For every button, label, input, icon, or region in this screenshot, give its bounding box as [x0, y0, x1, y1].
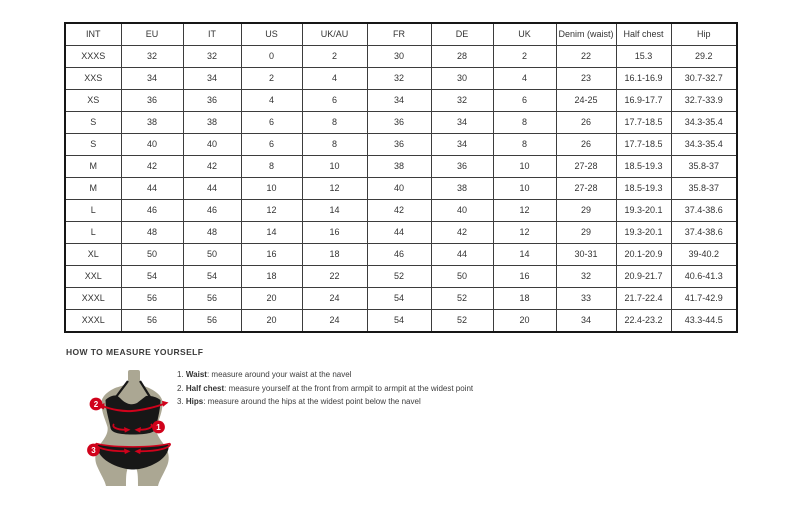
table-cell: 52	[431, 310, 493, 333]
table-cell: 20.9-21.7	[616, 266, 671, 288]
table-row	[65, 112, 737, 134]
table-cell: 16.9-17.7	[616, 90, 671, 112]
table-cell: 28	[431, 46, 493, 68]
table-cell: 27-28	[556, 156, 616, 178]
table-cell: L	[65, 222, 121, 244]
table-cell: 43.3-44.5	[671, 310, 737, 333]
measure-step: 1. Waist: measure around your waist at the navel	[177, 370, 352, 379]
column-header: Denim (waist)	[556, 23, 616, 46]
column-header: IT	[183, 23, 241, 46]
measure-step-label: Half chest	[185, 383, 225, 393]
table-cell: 44	[121, 178, 183, 200]
table-cell: 33	[556, 288, 616, 310]
table-cell: 23	[556, 68, 616, 90]
table-cell: 24-25	[556, 90, 616, 112]
table-cell: 50	[183, 244, 241, 266]
table-cell: 42	[183, 156, 241, 178]
column-header: INT	[65, 23, 121, 46]
table-cell: 26	[556, 112, 616, 134]
table-cell: 56	[121, 310, 183, 333]
table-cell: 44	[183, 178, 241, 200]
table-cell: 22	[302, 266, 367, 288]
measure-step: 3. Hips: measure around the hips at the widest point below the navel	[177, 397, 421, 406]
table-cell: 46	[367, 244, 431, 266]
table-cell: 10	[493, 156, 556, 178]
table-cell: 17.7-18.5	[616, 112, 671, 134]
table-cell: 16.1-16.9	[616, 68, 671, 90]
table-cell: 30-31	[556, 244, 616, 266]
table-cell: 54	[121, 266, 183, 288]
table-cell: 36	[121, 90, 183, 112]
header-row	[65, 23, 737, 46]
size-table	[64, 22, 738, 333]
table-cell: 41.7-42.9	[671, 288, 737, 310]
table-cell: 24	[302, 288, 367, 310]
table-row	[65, 288, 737, 310]
table-cell: 18.5-19.3	[616, 178, 671, 200]
measurement-figure	[84, 369, 184, 499]
table-cell: XS	[65, 90, 121, 112]
table-cell: 35.8-37	[671, 178, 737, 200]
table-cell: 12	[241, 200, 302, 222]
table-cell: 2	[493, 46, 556, 68]
measure-heading: HOW TO MEASURE YOURSELF	[66, 347, 204, 357]
table-cell: 32	[121, 46, 183, 68]
table-cell: 8	[302, 134, 367, 156]
table-cell: 19.3-20.1	[616, 222, 671, 244]
table-cell: 14	[241, 222, 302, 244]
badge-1	[152, 421, 165, 434]
table-row	[65, 134, 737, 156]
chest-band-arrow-right	[162, 401, 169, 407]
table-cell: 52	[367, 266, 431, 288]
table-cell: 29	[556, 200, 616, 222]
table-cell: 22	[556, 46, 616, 68]
table-cell: 50	[121, 244, 183, 266]
table-row	[65, 46, 737, 68]
svg-text:2: 2	[93, 399, 99, 409]
table-cell: 35.8-37	[671, 156, 737, 178]
table-cell: M	[65, 178, 121, 200]
table-cell: 37.4-38.6	[671, 222, 737, 244]
table-cell: 38	[431, 178, 493, 200]
table-cell: 52	[431, 288, 493, 310]
column-header: DE	[431, 23, 493, 46]
table-cell: 16	[302, 222, 367, 244]
table-cell: 8	[493, 112, 556, 134]
table-cell: 17.7-18.5	[616, 134, 671, 156]
table-cell: 12	[302, 178, 367, 200]
badge-2	[90, 398, 103, 411]
table-row	[65, 90, 737, 112]
table-cell: 8	[302, 112, 367, 134]
table-cell: 6	[302, 90, 367, 112]
table-cell: 8	[493, 134, 556, 156]
table-cell: 46	[183, 200, 241, 222]
table-cell: 18.5-19.3	[616, 156, 671, 178]
table-cell: 34	[431, 112, 493, 134]
table-cell: 36	[367, 112, 431, 134]
table-cell: 34	[183, 68, 241, 90]
svg-text:3: 3	[91, 445, 96, 455]
table-cell: 56	[121, 288, 183, 310]
table-cell: 54	[367, 288, 431, 310]
table-cell: 34	[556, 310, 616, 333]
measure-step-label: Waist	[185, 370, 207, 379]
table-cell: 30	[431, 68, 493, 90]
table-row	[65, 244, 737, 266]
table-cell: 48	[121, 222, 183, 244]
table-cell: 44	[367, 222, 431, 244]
table-cell: 40.6-41.3	[671, 266, 737, 288]
table-cell: XXS	[65, 68, 121, 90]
table-cell: S	[65, 134, 121, 156]
table-cell: 18	[241, 266, 302, 288]
table-cell: 34.3-35.4	[671, 112, 737, 134]
table-cell: 21.7-22.4	[616, 288, 671, 310]
table-cell: 40	[367, 178, 431, 200]
table-cell: 2	[241, 68, 302, 90]
table-cell: XL	[65, 244, 121, 266]
table-cell: 42	[121, 156, 183, 178]
table-cell: XXXL	[65, 310, 121, 333]
table-cell: 46	[121, 200, 183, 222]
table-cell: 32.7-33.9	[671, 90, 737, 112]
table-cell: 6	[241, 112, 302, 134]
table-cell: 37.4-38.6	[671, 200, 737, 222]
table-row	[65, 222, 737, 244]
table-cell: 27-28	[556, 178, 616, 200]
table-cell: 18	[493, 288, 556, 310]
table-cell: 48	[183, 222, 241, 244]
table-cell: 36	[183, 90, 241, 112]
column-header: UK	[493, 23, 556, 46]
table-cell: 54	[367, 310, 431, 333]
table-cell: 4	[493, 68, 556, 90]
table-cell: 10	[302, 156, 367, 178]
table-cell: 38	[367, 156, 431, 178]
badge-3	[87, 444, 100, 457]
mannequin-illustration-icon	[84, 369, 184, 499]
table-cell: 56	[183, 288, 241, 310]
measure-step-label: Hips	[185, 397, 204, 406]
column-header: Hip	[671, 23, 737, 46]
table-cell: 10	[241, 178, 302, 200]
table-cell: 4	[241, 90, 302, 112]
table-cell: 22.4-23.2	[616, 310, 671, 333]
table-cell: 29.2	[671, 46, 737, 68]
table-cell: 32	[431, 90, 493, 112]
table-cell: 16	[241, 244, 302, 266]
column-header: UK/AU	[302, 23, 367, 46]
table-cell: 6	[493, 90, 556, 112]
table-cell: 14	[493, 244, 556, 266]
table-cell: M	[65, 156, 121, 178]
table-row	[65, 310, 737, 333]
table-cell: 20	[493, 310, 556, 333]
table-cell: 40	[183, 134, 241, 156]
table-cell: 0	[241, 46, 302, 68]
table-row	[65, 266, 737, 288]
table-cell: 38	[183, 112, 241, 134]
table-cell: 12	[493, 222, 556, 244]
column-header: FR	[367, 23, 431, 46]
svg-text:1: 1	[156, 422, 161, 432]
column-header: EU	[121, 23, 183, 46]
table-cell: 24	[302, 310, 367, 333]
measure-step: 2. Half chest: measure yourself at the front from armpit to armpit at the widest point	[177, 383, 474, 393]
table-row	[65, 156, 737, 178]
table-cell: 8	[241, 156, 302, 178]
table-cell: 14	[302, 200, 367, 222]
table-row	[65, 178, 737, 200]
table-cell: 34	[431, 134, 493, 156]
table-cell: 36	[431, 156, 493, 178]
table-cell: 44	[431, 244, 493, 266]
table-cell: L	[65, 200, 121, 222]
table-cell: 34.3-35.4	[671, 134, 737, 156]
table-cell: 30	[367, 46, 431, 68]
table-cell: 6	[241, 134, 302, 156]
table-cell: 20.1-20.9	[616, 244, 671, 266]
table-cell: 54	[183, 266, 241, 288]
table-cell: 40	[431, 200, 493, 222]
table-cell: 32	[183, 46, 241, 68]
table-cell: 42	[367, 200, 431, 222]
table-cell: 56	[183, 310, 241, 333]
table-cell: XXL	[65, 266, 121, 288]
table-cell: 26	[556, 134, 616, 156]
table-row	[65, 68, 737, 90]
measure-steps	[177, 371, 507, 412]
table-cell: 2	[302, 46, 367, 68]
table-cell: 20	[241, 288, 302, 310]
table-cell: 32	[556, 266, 616, 288]
table-row	[65, 200, 737, 222]
table-cell: 38	[121, 112, 183, 134]
table-cell: 15.3	[616, 46, 671, 68]
table-cell: XXXL	[65, 288, 121, 310]
table-cell: S	[65, 112, 121, 134]
table-cell: 32	[367, 68, 431, 90]
table-cell: 18	[302, 244, 367, 266]
table-cell: 20	[241, 310, 302, 333]
table-cell: 34	[121, 68, 183, 90]
table-cell: 36	[367, 134, 431, 156]
column-header: Half chest	[616, 23, 671, 46]
table-cell: 34	[367, 90, 431, 112]
table-cell: 40	[121, 134, 183, 156]
table-cell: 30.7-32.7	[671, 68, 737, 90]
table-cell: 4	[302, 68, 367, 90]
table-cell: XXXS	[65, 46, 121, 68]
table-cell: 29	[556, 222, 616, 244]
table-cell: 39-40.2	[671, 244, 737, 266]
table-cell: 42	[431, 222, 493, 244]
column-header: US	[241, 23, 302, 46]
table-cell: 50	[431, 266, 493, 288]
table-cell: 16	[493, 266, 556, 288]
table-cell: 12	[493, 200, 556, 222]
table-cell: 19.3-20.1	[616, 200, 671, 222]
table-cell: 10	[493, 178, 556, 200]
